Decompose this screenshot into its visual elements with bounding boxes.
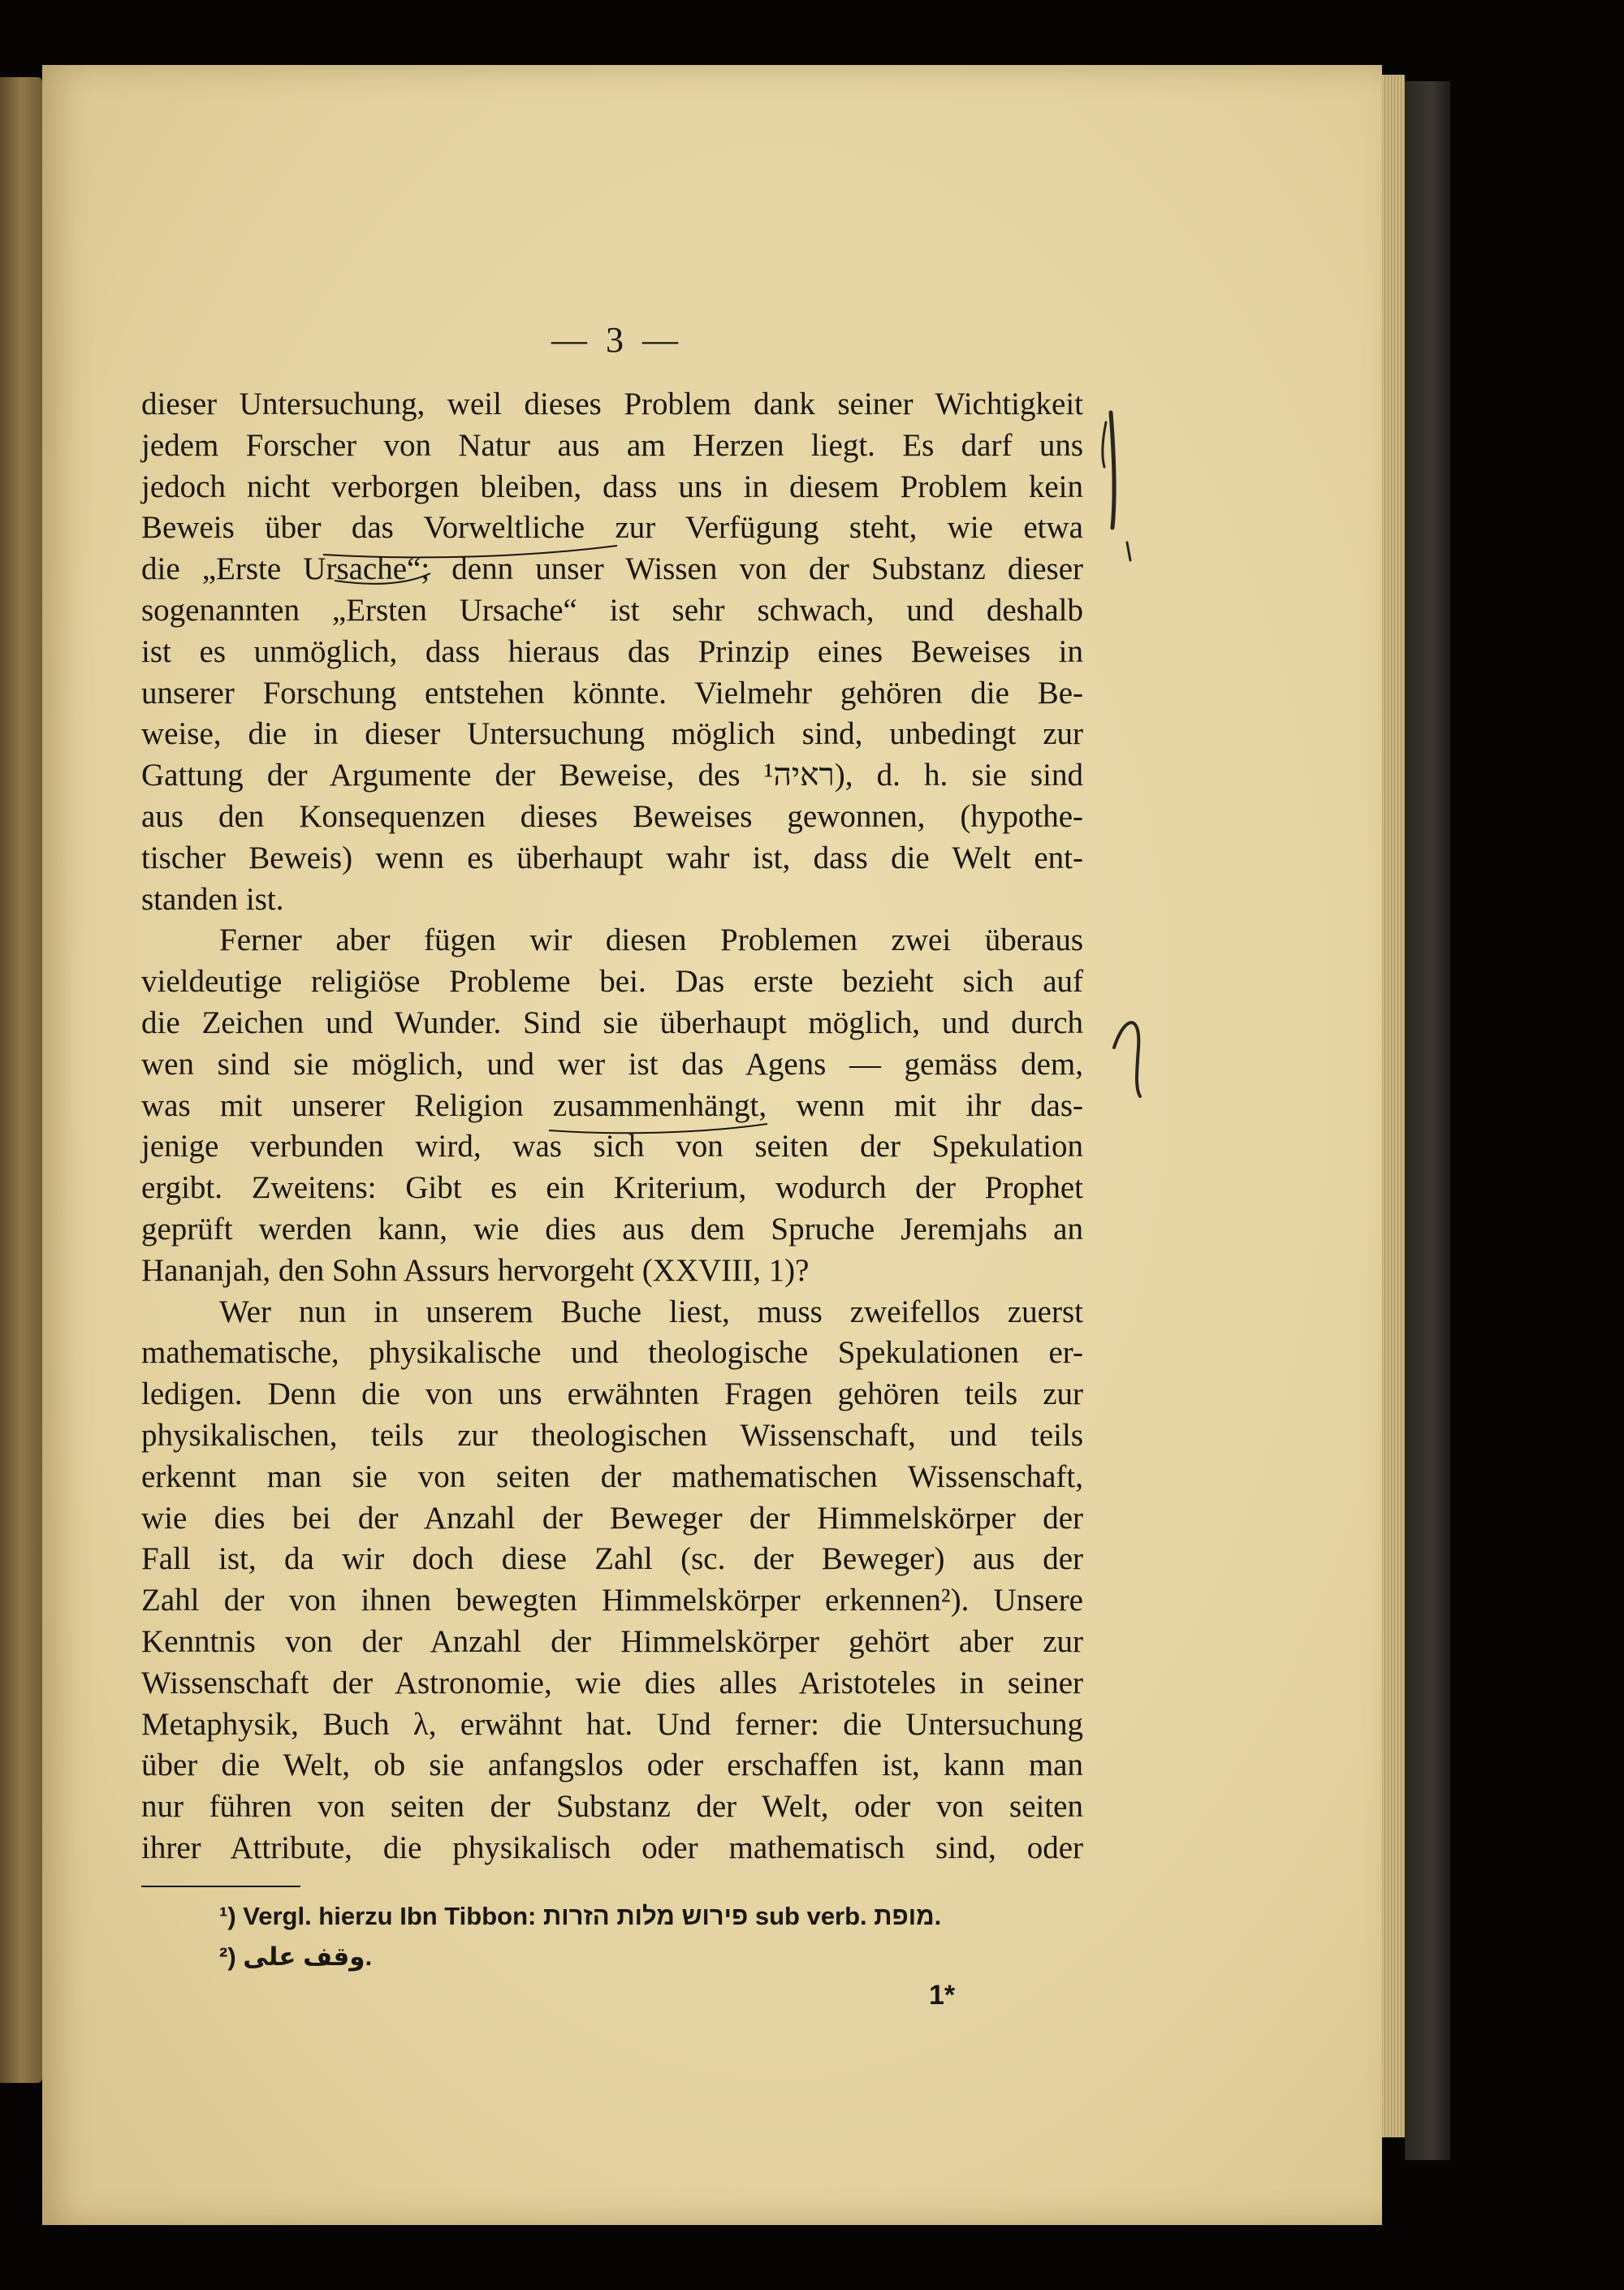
page-number-header: — 3 — (551, 320, 683, 360)
text-line: ist es unmöglich, dass hieraus das Prinzip eines Beweises in (141, 633, 1083, 669)
text-line: mathematische, physikalische und theologische Spekulationen er- (141, 1335, 1083, 1371)
book-cover-edge (1405, 81, 1450, 2160)
text-line: die „Erste Ursache“; denn unser Wissen von der Substanz dieser (141, 551, 1083, 587)
text-line: aus den Konsequenzen dieses Beweises gewonnen, (hypothe- (141, 798, 1083, 834)
signature-mark: 1* (929, 1980, 956, 2011)
text-line: Metaphysik, Buch λ, erwähnt hat. Und ferner: die Untersuchung (141, 1706, 1083, 1742)
text-line: jedem Forscher von Natur aus am Herzen liegt. Es darf uns (141, 427, 1083, 463)
page-block-edge (1382, 75, 1405, 2137)
text-line: unserer Forschung entstehen könnte. Vielmehr gehören die Be- (141, 675, 1083, 711)
paragraph-start-line: Ferner aber fügen wir diesen Problemen zwei überaus (219, 922, 1083, 958)
text-line: erkennt man sie von seiten der mathematischen Wissenschaft, (141, 1458, 1083, 1494)
text-line: die Zeichen und Wunder. Sind sie überhaupt möglich, und durch (141, 1005, 1083, 1040)
text-line: tischer Beweis) wenn es überhaupt wahr ist, dass die Welt ent- (141, 840, 1083, 875)
text-line: nur führen von seiten der Substanz der Welt, oder von seiten (141, 1789, 1083, 1825)
text-line: über die Welt, ob sie anfangslos oder erschaffen ist, kann man (141, 1748, 1083, 1783)
footnote-1: ¹) Vergl. hierzu Ibn Tibbon: פירוש מלות הזרות sub verb. מופת. (219, 1902, 942, 1930)
paragraph-start-line: Wer nun in unserem Buche liest, muss zweifellos zuerst (219, 1294, 1083, 1329)
text-line: wen sind sie möglich, und wer ist das Agens — gemäss dem, (141, 1046, 1083, 1082)
text-line: Beweis über das Vorweltliche zur Verfügung steht, wie etwa (141, 510, 1083, 546)
text-line: physikalischen, teils zur theologischen Wissenschaft, und teils (141, 1417, 1083, 1453)
footnote-rule (141, 1886, 300, 1887)
text-line: sogenannten „Ersten Ursache“ ist sehr schwach, und deshalb (141, 592, 1083, 628)
text-line: Zahl der von ihnen bewegten Himmelskörper erkennen²). Unsere (141, 1583, 1083, 1618)
text-line: Hananjah, den Sohn Assurs hervorgeht (XXVIII, 1)? (141, 1252, 810, 1288)
text-line: jenige verbunden wird, was sich von seiten der Spekulation (141, 1129, 1083, 1164)
text-line: dieser Untersuchung, weil dieses Problem dank seiner Wichtigkeit (141, 387, 1083, 421)
text-line: wie dies bei der Anzahl der Beweger der Himmelskörper der (141, 1500, 1083, 1536)
text-line: vieldeutige religiöse Probleme bei. Das erste bezieht sich auf (141, 964, 1083, 1000)
text-line: Wissenschaft der Astronomie, wie dies alles Aristoteles in seiner (141, 1665, 1083, 1700)
text-line: Fall ist, da wir doch diese Zahl (sc. der Beweger) aus der (141, 1541, 1083, 1577)
text-line: ledigen. Denn die von uns erwähnten Fragen gehören teils zur (141, 1376, 1083, 1412)
text-line: Kenntnis von der Anzahl der Himmelskörper gehört aber zur (141, 1623, 1083, 1659)
text-line: jedoch nicht verborgen bleiben, dass uns in diesem Problem kein (141, 469, 1083, 504)
text-line: geprüft werden kann, wie dies aus dem Spruche Jeremjahs an (141, 1211, 1083, 1247)
facing-page-edge (0, 77, 42, 2083)
body-text (141, 384, 1083, 1869)
footnote-2: ²) وقف على. (219, 1942, 373, 1971)
text-line: Gattung der Argumente der Beweise, des ראיה¹), d. h. sie sind (141, 758, 1083, 793)
text-line: weise, die in dieser Untersuchung möglich sind, unbedingt zur (141, 716, 1083, 752)
text-line: ergibt. Zweitens: Gibt es ein Kriterium, wodurch der Prophet (141, 1170, 1083, 1206)
text-line: was mit unserer Religion zusammenhängt, wenn mit ihr das- (141, 1087, 1083, 1123)
text-line: standen ist. (141, 881, 284, 917)
text-line: ihrer Attribute, die physikalisch oder mathematisch sind, oder (141, 1830, 1083, 1865)
